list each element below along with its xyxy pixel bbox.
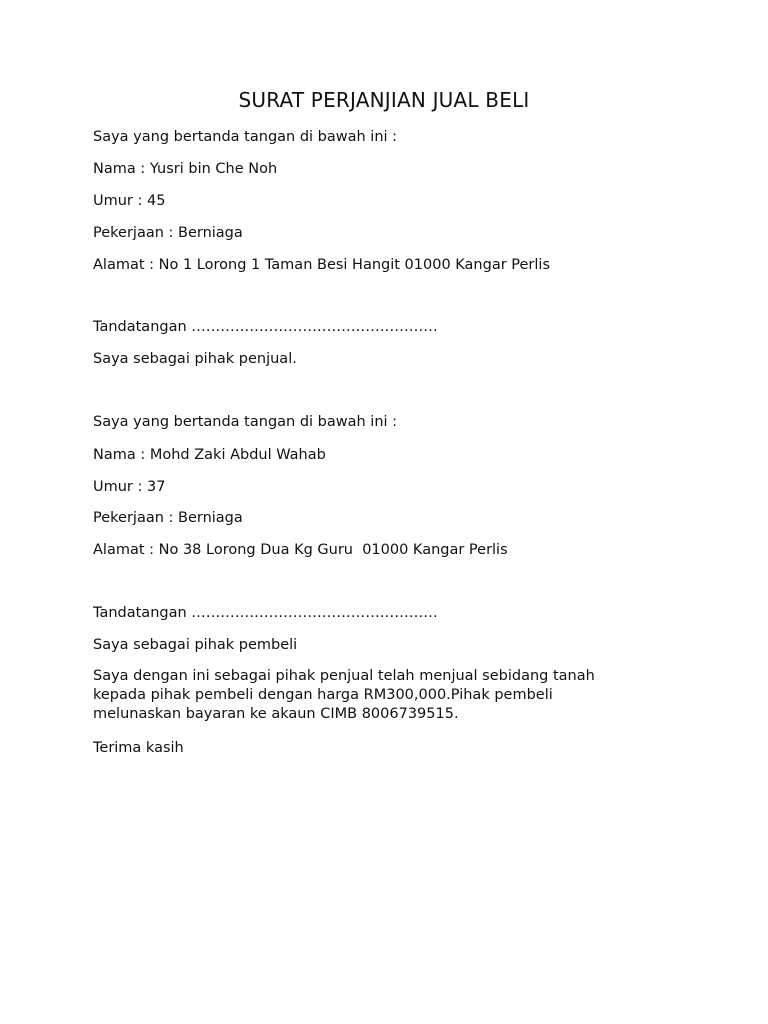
closing-text: Terima kasih <box>93 740 184 756</box>
agreement-line-1: Saya dengan ini sebagai pihak penjual telah menjual sebidang tanah <box>93 668 595 684</box>
agreement-line-3: melunaskan bayaran ke akaun CIMB 8006739515. <box>93 706 459 722</box>
agreement-paragraph <box>93 667 653 724</box>
buyer-signature-line: Tandatangan …………………………………………… <box>93 605 438 621</box>
agreement-line-2: kepada pihak pembeli dengan harga RM300,000.Pihak pembeli <box>93 687 553 703</box>
seller-address: Alamat : No 1 Lorong 1 Taman Besi Hangit 01000 Kangar Perlis <box>93 257 551 273</box>
buyer-intro: Saya yang bertanda tangan di bawah ini : <box>93 414 398 430</box>
seller-intro: Saya yang bertanda tangan di bawah ini : <box>93 129 398 145</box>
seller-age: Umur : 45 <box>93 193 166 209</box>
seller-role: Saya sebagai pihak penjual. <box>93 351 297 367</box>
buyer-name: Nama : Mohd Zaki Abdul Wahab <box>93 447 326 463</box>
buyer-job: Pekerjaan : Berniaga <box>93 510 243 526</box>
seller-signature-line: Tandatangan …………………………………………… <box>93 319 438 335</box>
document-title: SURAT PERJANJIAN JUAL BELI <box>238 88 530 112</box>
buyer-address: Alamat : No 38 Lorong Dua Kg Guru 01000 Kangar Perlis <box>93 542 508 558</box>
seller-name: Nama : Yusri bin Che Noh <box>93 161 278 177</box>
buyer-age: Umur : 37 <box>93 479 166 495</box>
seller-job: Pekerjaan : Berniaga <box>93 225 243 241</box>
buyer-role: Saya sebagai pihak pembeli <box>93 637 298 653</box>
